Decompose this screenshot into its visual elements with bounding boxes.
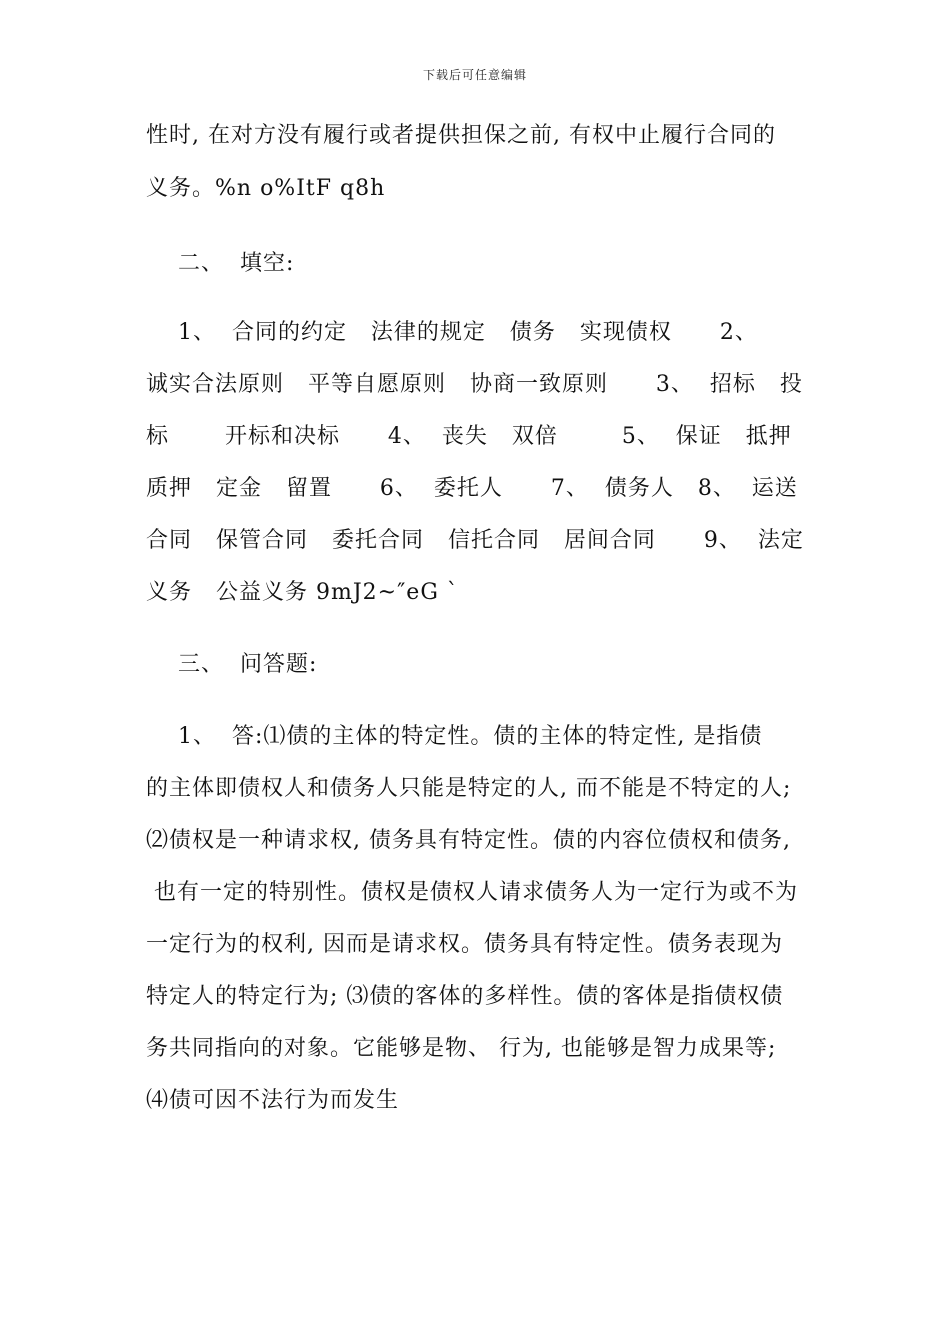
- section-heading-fill-blank: 二、 填空:: [146, 251, 295, 276]
- text-line: ⑵债权是一种请求权, 债务具有特定性。债的内容位债权和债务,: [146, 828, 791, 853]
- text-line: 1、 合同的约定 法律的规定 债务 实现债权 2、: [146, 320, 758, 345]
- text-line: 的主体即债权人和债务人只能是特定的人, 而不能是不特定的人;: [146, 776, 792, 801]
- page-header: 下载后可任意编辑: [422, 68, 527, 82]
- text-line: 特定人的特定行为; ⑶债的客体的多样性。债的客体是指债权债: [146, 984, 784, 1009]
- section-heading-qa: 三、 问答题:: [146, 652, 318, 677]
- text-line: 义务。%n o%ItF q8h: [146, 176, 386, 201]
- text-line: 质押 定金 留置 6、 委托人 7、 债务人 8、 运送: [146, 476, 798, 501]
- text-line: 标 开标和决标 4、 丧失 双倍 5、 保证 抵押: [146, 424, 792, 449]
- text-line: 性时, 在对方没有履行或者提供担保之前, 有权中止履行合同的: [146, 123, 776, 148]
- text-line: 1、 答:⑴债的主体的特定性。债的主体的特定性, 是指债: [146, 724, 763, 749]
- text-line: 诚实合法原则 平等自愿原则 协商一致原则 3、 招标 投: [146, 372, 803, 397]
- text-line: 义务 公益义务 9mJ2~″eG `: [146, 580, 459, 605]
- text-line: 也有一定的特别性。债权是债权人请求债务人为一定行为或不为: [146, 880, 798, 905]
- text-line: 合同 保管合同 委托合同 信托合同 居间合同 9、 法定: [146, 528, 804, 553]
- text-line: ⑷债可因不法行为而发生: [146, 1088, 400, 1113]
- text-line: 一定行为的权利, 因而是请求权。债务具有特定性。债务表现为: [146, 932, 783, 957]
- text-line: 务共同指向的对象。它能够是物、 行为, 也能够是智力成果等;: [146, 1036, 777, 1061]
